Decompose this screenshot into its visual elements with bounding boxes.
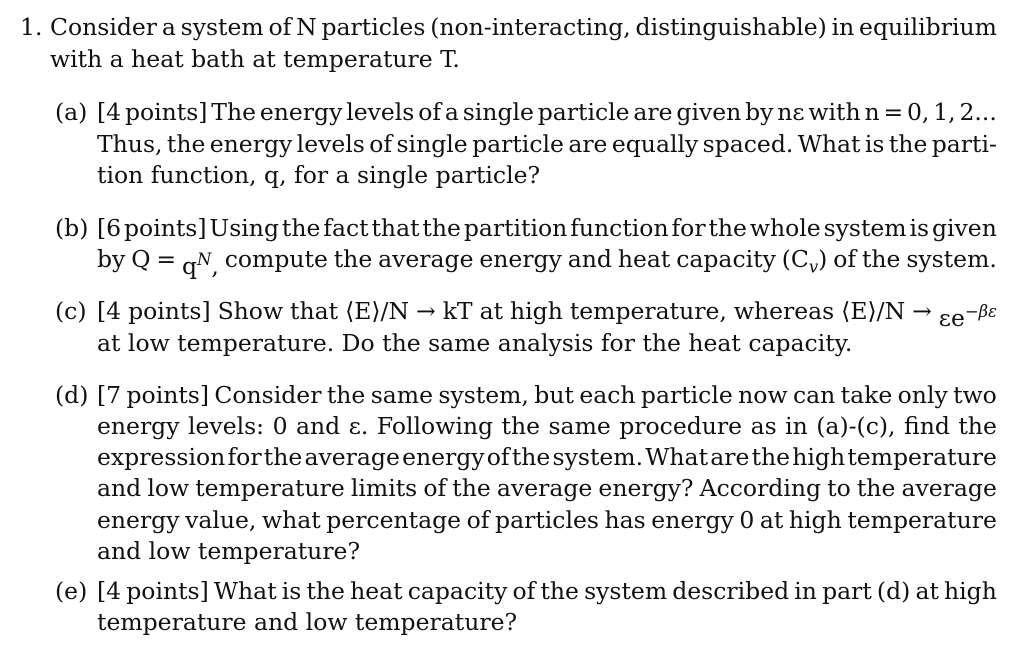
part-d-line-5: energy value, what percentage of particles has energy 0 at high temperature [97, 506, 997, 534]
part-a-label: (a) [55, 98, 88, 126]
part-e-label: (e) [55, 577, 88, 605]
part-c-line-2: at low temperature. Do the same analysis for the heat capacity. [97, 329, 853, 357]
part-e-line-2: temperature and low temperature? [97, 608, 518, 636]
part-d-line-3: expression for the average energy of the system. What are the high temperature [97, 443, 997, 471]
part-a-line-1: [4 points] The energy levels of a single particle are given by nε with n = 0, 1, 2... [97, 98, 997, 126]
part-d-label: (d) [55, 381, 89, 409]
problem-number: 1. [20, 13, 43, 41]
part-d-line-4: and low temperature limits of the average energy? According to the average [97, 474, 997, 502]
intro-line-1: Consider a system of N particles (non-interacting, distinguishable) in equilibrium [50, 13, 997, 41]
part-a-line-2: Thus, the energy levels of single particle are equally spaced. What is the parti- [97, 130, 997, 158]
part-e-line-1: [4 points] What is the heat capacity of the system described in part (d) at high [97, 577, 997, 605]
part-c-line-1: [4 points] Show that ⟨E⟩/N → kT at high temperature, whereas ⟨E⟩/N → $\varepsilon e^{-\beta\varepsilon}$ [97, 297, 997, 332]
part-d-line-1: [7 points] Consider the same system, but each particle now can take only two [97, 381, 997, 409]
part-b-line-2: by Q = $q^N$, compute the average energy and heat capacity $(C_v)$ of the system. [97, 245, 997, 280]
intro-line-2: with a heat bath at temperature T. [50, 45, 460, 73]
part-b-line-1: [6 points] Using the fact that the partition function for the whole system is given [97, 214, 997, 242]
part-a-line-3: tion function, q, for a single particle? [97, 161, 541, 189]
part-c-label: (c) [55, 297, 87, 325]
part-d-line-2: energy levels: 0 and ε. Following the same procedure as in (a)-(c), find the [97, 412, 997, 440]
part-d-line-6: and low temperature? [97, 537, 361, 565]
part-b-label: (b) [55, 214, 89, 242]
